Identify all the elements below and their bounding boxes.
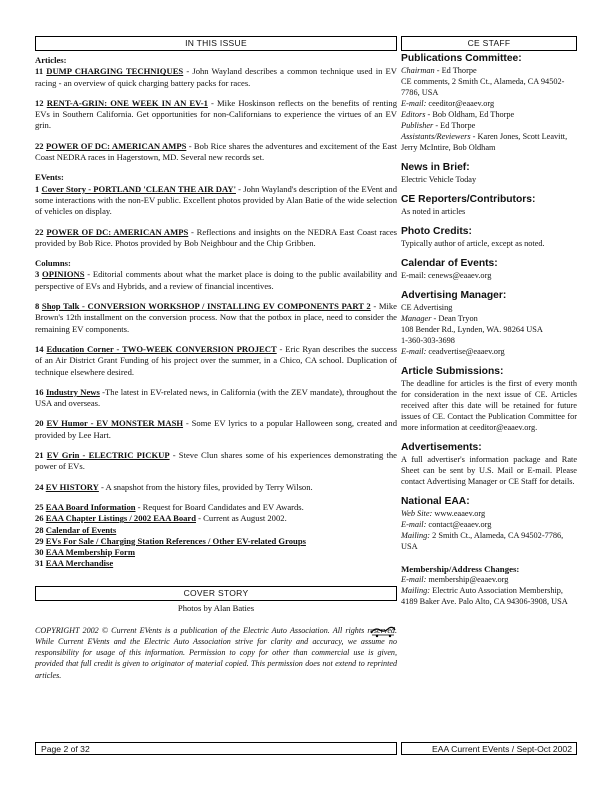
column-item[interactable] bbox=[35, 450, 397, 473]
event-item-description: - Reflections and insights on the NEDRA East Coast races provided by Bob Rice. Photos provided by Bob Neighbour and the Chip Gribben. bbox=[35, 226, 398, 248]
national-eaa-heading: National EAA: bbox=[401, 496, 470, 507]
ad-email[interactable]: ceadvertise@eaaev.org bbox=[426, 347, 505, 356]
eaa-logo-icon bbox=[369, 624, 397, 638]
listing-item[interactable] bbox=[35, 547, 397, 558]
column-item-description: - Mike Brown's 12th installment on the conversion process. Now that the potbox in place, need to consider the remaining EV components. bbox=[35, 301, 397, 334]
article-submissions-text: The deadline for articles is the first of every month for consideration in the next issue of CE. Articles received after this date will be retained for future issues of CE. Contact the Publication Committee for more information at ceeditor@eaaev.org. bbox=[401, 379, 577, 432]
membership-email-label: E-mail: bbox=[401, 575, 427, 584]
listing-item-title[interactable]: EAA Chapter Listings / 2002 EAA Board bbox=[45, 513, 197, 524]
column-item-page-number: 16 bbox=[35, 386, 44, 397]
article-item-page-number: 12 bbox=[35, 97, 44, 108]
article-item-description: - Mike Hoskinson reflects on the benefits of renting EVs in Southern California. Get opportunities for non-Californians to experience the virtues of an EV grin. bbox=[35, 97, 397, 131]
column-item-description: - Steve Clun shares some of his experiences demonstrating the power of EVs. bbox=[35, 450, 397, 472]
events-list bbox=[35, 184, 397, 249]
event-item[interactable] bbox=[35, 227, 397, 250]
column-item-description: - Editorial comments about what the market place is doing to the public availability and perspective of EVs and Hybrids, and a review of financial incentives. bbox=[35, 269, 397, 291]
publisher-value: - Ed Thorpe bbox=[433, 121, 476, 130]
advertisements-text: A full advertiser's information package and Rate Sheet can be sent by U.S. Mail or E-mail. Please contact Advertising Manager or CE Staff for details. bbox=[401, 455, 577, 486]
column-item-page-number: 14 bbox=[35, 343, 44, 354]
column-item[interactable] bbox=[35, 482, 397, 493]
listing-item-page-number: 29 bbox=[35, 535, 44, 546]
membership-heading: Membership/Address Changes: bbox=[401, 564, 520, 574]
issue-contents bbox=[35, 55, 397, 570]
reporters-text: As noted in articles bbox=[401, 207, 466, 216]
listing-item-title[interactable]: EAA Membership Form bbox=[45, 547, 136, 558]
event-item[interactable] bbox=[35, 184, 397, 218]
events-label: EVents: bbox=[35, 172, 64, 183]
article-item[interactable] bbox=[35, 66, 397, 89]
listing-item-description: - Current as August 2002. bbox=[196, 513, 287, 524]
column-item-description: - Eric Ryan describes the success of an Air District Grant Funding of his project over the summer, in a Chico, CA school. Duplication of technique elsewhere desired. bbox=[35, 343, 397, 377]
event-item-page-number: 22 bbox=[35, 226, 44, 237]
listing-item[interactable] bbox=[35, 558, 397, 569]
ad-line1: CE Advertising bbox=[401, 303, 453, 312]
committee-email-label: E-mail: bbox=[401, 99, 427, 108]
photo-credits-text: Typically author of article, except as noted. bbox=[401, 239, 545, 248]
publications-committee-heading: Publications Committee: bbox=[401, 53, 522, 64]
chairman-value: - Ed Thorpe bbox=[434, 66, 477, 75]
cover-photos-credit: Photos by Alan Baties bbox=[177, 602, 255, 613]
column-item-page-number: 8 bbox=[35, 301, 40, 312]
article-item-description: - John Wayland describes a common technique used in EV racing - an overview of quick charging battery packs for races. bbox=[35, 66, 397, 88]
editors-value: - Bob Oldham, Ed Thorpe bbox=[425, 110, 515, 119]
column-item[interactable] bbox=[35, 418, 397, 441]
listing-item-title[interactable]: EVs For Sale / Charging Station References / Other EV-related Groups bbox=[45, 535, 306, 546]
listing-item[interactable] bbox=[35, 513, 397, 524]
committee-address: CE comments, 2 Smith Ct., Alameda, CA 94502-7786, USA bbox=[401, 77, 565, 97]
listing-item-page-number: 30 bbox=[35, 547, 44, 558]
ad-email-label: E-mail: bbox=[401, 347, 427, 356]
column-item-page-number: 20 bbox=[35, 418, 44, 429]
column-item-title[interactable]: EV HISTORY bbox=[45, 481, 99, 492]
photo-credits-heading: Photo Credits: bbox=[401, 226, 472, 237]
articles-list bbox=[35, 66, 397, 163]
listing-item[interactable] bbox=[35, 525, 397, 536]
event-item-description: - John Wayland's description of the EVent and some interactions with the non-EV public. Excellent photos provided by Alan Batie of the wide selection of vehicles on display. bbox=[35, 183, 397, 217]
right-column bbox=[401, 36, 577, 742]
listing-item-title[interactable]: EAA Board Information bbox=[45, 501, 136, 512]
article-item-title[interactable]: DUMP CHARGING TECHNIQUES bbox=[46, 66, 184, 77]
listing-item-title[interactable]: EAA Merchandise bbox=[45, 558, 114, 569]
article-item-title[interactable]: RENT-A-GRIN: ONE WEEK IN AN EV-1 bbox=[46, 97, 208, 108]
column-item[interactable] bbox=[35, 387, 397, 410]
column-item-title[interactable]: OPINIONS bbox=[42, 269, 85, 280]
copyright-notice: COPYRIGHT 2002 © Current EVents is a publication of the Electric Auto Association. All rights reserved. While Current EVents and the Electric Auto Association strive for clarity and accuracy, we assume no responsibility for usage of this information. Permission to copy for other than commercial use is given, provided that full credit is given to originator of material copied. This permission does not extend to reprinted articles. bbox=[35, 625, 397, 680]
cover-story-heading: COVER STORY bbox=[35, 586, 397, 601]
column-item-page-number: 3 bbox=[35, 269, 40, 280]
listings-list bbox=[35, 502, 397, 570]
web-label: Web Site: bbox=[401, 509, 433, 518]
columns-label: Columns: bbox=[35, 258, 71, 269]
column-item-title[interactable]: EV Humor - EV MONSTER MASH bbox=[46, 418, 184, 429]
listing-item-description: - Request for Board Candidates and EV Awards. bbox=[135, 501, 304, 512]
column-item-description: - Some EV lyrics to a popular Halloween song, created and provided by Lee Hart. bbox=[35, 418, 397, 440]
membership-text bbox=[401, 574, 577, 607]
article-item-title[interactable]: POWER OF DC: AMERICAN AMPS bbox=[45, 140, 187, 151]
column-item[interactable] bbox=[35, 301, 397, 335]
article-item-description: - Bob Rice shares the adventures and excitement of the East Coast NEDRA races in Hagerstown, MD. Several new records set. bbox=[35, 140, 397, 163]
column-item[interactable] bbox=[35, 269, 397, 292]
column-item-title[interactable]: EV Grin - ELECTRIC PICKUP bbox=[46, 450, 170, 461]
membership-mailing: Electric Auto Association Membership, 4189 Baker Ave. Palo Alto, CA 94306-3908, USA bbox=[401, 586, 568, 606]
ad-manager-label: Manager bbox=[401, 314, 432, 323]
column-item-description: - A snapshot from the history files, provided by Terry Wilson. bbox=[98, 481, 313, 492]
listing-item[interactable] bbox=[35, 536, 397, 547]
national-eaa-text bbox=[401, 508, 577, 552]
event-item-title[interactable]: POWER OF DC: AMERICAN AMPS bbox=[46, 226, 189, 237]
ad-phone: 1-360-303-3698 bbox=[401, 336, 455, 345]
event-item-title[interactable]: Cover Story - PORTLAND 'CLEAN THE AIR DAY' bbox=[41, 183, 236, 194]
chairman-label: Chairman bbox=[401, 66, 435, 75]
cover-story-section bbox=[35, 586, 397, 613]
ad-address: 108 Bender Rd., Lynden, WA. 98264 USA bbox=[401, 325, 543, 334]
listing-item-title[interactable]: Calendar of Events bbox=[45, 524, 117, 535]
articles-label: Articles: bbox=[35, 55, 67, 65]
membership-email[interactable]: membership@eaaev.org bbox=[426, 575, 509, 584]
ad-manager-value: - Dean Tryon bbox=[431, 314, 478, 323]
advertising-manager-text bbox=[401, 302, 577, 357]
column-item-page-number: 21 bbox=[35, 450, 44, 461]
web-link[interactable]: www.eaaev.org bbox=[432, 509, 486, 518]
article-item-page-number: 11 bbox=[35, 66, 44, 77]
national-mailing: 2 Smith Ct., Alameda, CA 94502-7786, USA bbox=[401, 531, 564, 551]
assistants-value: - Karen Jones, Scott Leavitt, Jerry McIntire, Bob Oldham bbox=[401, 132, 568, 152]
column-item-title[interactable]: Education Corner - TWO-WEEK CONVERSION PROJECT bbox=[46, 343, 277, 354]
listing-item-page-number: 28 bbox=[35, 524, 44, 535]
membership-mailing-label: Mailing: bbox=[401, 586, 431, 595]
column-item-page-number: 24 bbox=[35, 481, 44, 492]
publisher-label: Publisher bbox=[401, 121, 434, 130]
assistants-label: Assistants/Reviewers bbox=[401, 132, 471, 141]
news-in-brief-text: Electric Vehicle Today bbox=[401, 175, 477, 184]
event-item-page-number: 1 bbox=[35, 183, 40, 194]
listing-item-page-number: 31 bbox=[35, 558, 44, 569]
committee-email[interactable]: ceeditor@eaaev.org bbox=[426, 99, 495, 108]
listing-item[interactable] bbox=[35, 502, 397, 513]
listing-item-page-number: 25 bbox=[35, 501, 44, 512]
advertisements-heading: Advertisements: bbox=[401, 442, 482, 453]
column-item[interactable] bbox=[35, 344, 397, 378]
national-email[interactable]: contact@eaaev.org bbox=[426, 520, 492, 529]
ce-staff-heading: CE STAFF bbox=[401, 36, 577, 51]
footer-page-number: Page 2 of 32 bbox=[35, 742, 397, 755]
column-item-title[interactable]: Shop Talk - CONVERSION WORKSHOP / INSTALLING EV COMPONENTS PART 2 bbox=[41, 301, 371, 312]
article-item[interactable] bbox=[35, 141, 397, 164]
column-item-description: -The latest in EV-related news, in California (with the ZEV mandate), throughout the USA and overseas. bbox=[35, 386, 397, 409]
calendar-heading: Calendar of Events: bbox=[401, 258, 498, 269]
calendar-email[interactable]: E-mail: cenews@eaaev.org bbox=[401, 271, 492, 280]
article-item[interactable] bbox=[35, 98, 397, 132]
editors-label: Editors bbox=[401, 110, 426, 119]
national-email-label: E-mail: bbox=[401, 520, 427, 529]
news-in-brief-heading: News in Brief: bbox=[401, 162, 470, 173]
publications-committee-text bbox=[401, 65, 577, 153]
article-item-page-number: 22 bbox=[35, 140, 44, 151]
article-submissions-heading: Article Submissions: bbox=[401, 366, 504, 377]
advertising-manager-heading: Advertising Manager: bbox=[401, 290, 507, 301]
left-column bbox=[35, 36, 397, 742]
national-mailing-label: Mailing: bbox=[401, 531, 431, 540]
column-item-title[interactable]: Industry News bbox=[45, 386, 100, 397]
in-this-issue-heading: IN THIS ISSUE bbox=[35, 36, 397, 51]
listing-item-page-number: 26 bbox=[35, 513, 44, 524]
reporters-heading: CE Reporters/Contributors: bbox=[401, 194, 536, 205]
footer-publication: EAA Current EVents / Sept-Oct 2002 bbox=[401, 742, 577, 755]
columns-list bbox=[35, 269, 397, 492]
